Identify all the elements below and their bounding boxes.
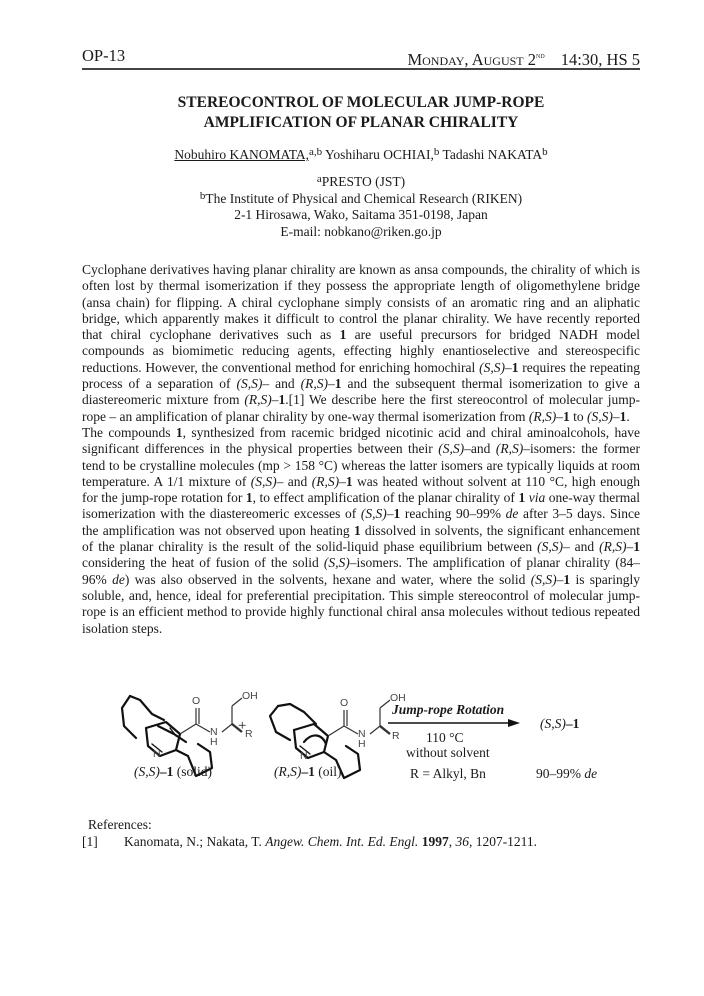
stereo-descriptor: (R,S) (311, 473, 340, 489)
compound-ref: 1 (339, 327, 347, 343)
text: – (328, 376, 335, 392)
reference-citation (124, 833, 537, 850)
atom-label-H: H (358, 738, 366, 750)
compound-ref: 1 (334, 376, 342, 392)
session-datetime (407, 46, 640, 70)
atom-label-pyridine-N: N (153, 748, 161, 760)
text: . (626, 408, 630, 424)
affiliations (82, 174, 640, 240)
stereo-descriptor: (S,S) (537, 539, 563, 555)
text: after 3–5 days. Since the amplification was not observed upon heating (82, 506, 641, 538)
text: requires the repeating process of a separation of (82, 359, 641, 392)
author-presenter: Nobuhiro KANOMATA, (174, 147, 310, 162)
author-list (82, 146, 640, 164)
compound-number: –1 (159, 764, 174, 779)
stereo-descriptor: (S,S) (360, 506, 387, 522)
compound-label-ss (134, 764, 212, 780)
text: is sparingly soluble, and, hence, ideal for preferential precipitation. This simple stereocontrol of molecular jump-rope is an efficient method to provide highly functional chiral ansa molecules without tedious repeated isolation steps. (82, 571, 640, 636)
affil-marker: b (199, 189, 206, 202)
session-time-room: 14:30, HS 5 (560, 50, 640, 69)
text: –isomers: the former tend to be crystalline molecules (mp > 158 °C) whereas the latter isomers are typically liquids at room temperature. A 1/1 mixture of (82, 441, 640, 489)
stereo-descriptor: (S,S) (323, 555, 350, 571)
stereo-descriptor: (R,S) (599, 539, 627, 555)
stereo-descriptor: (S,S) (134, 764, 160, 779)
product-label (540, 716, 579, 732)
text: Cyclophane derivatives having planar chirality are known as ansa compounds, the chirality of which is often lost by thermal isomerization if they possess the appropriate length of oligomethylene bridge (ansa chain) for flipping. A chiral cyclophane simply consists of an aromatic ring and an aliphatic bridge, which apparently makes it difficult to control the planar chirality. We have recently reported that chiral cyclophane derivatives such as (82, 262, 640, 343)
page-header (82, 46, 640, 70)
ref-separator: , (448, 834, 456, 849)
stereo-descriptor: (S,S) (540, 716, 566, 731)
text: dissolved in solvents, the significant enhancement of the planar chirality is the result of the solid-liquid phase equilibrium between (82, 522, 640, 555)
atom-label-pyridine-N: N (300, 750, 308, 762)
text: , synthesized from racemic bridged nicotinic acid and chiral aminoalcohols, have significant differences in the physical properties between their (82, 424, 640, 457)
abstract-body (82, 262, 640, 637)
ref-pages: , 1207-1211. (468, 834, 538, 849)
ref-journal: Angew. Chem. Int. Ed. Engl. (265, 834, 419, 849)
atom-label-OH: OH (390, 692, 406, 704)
compound-label-rs (274, 764, 342, 780)
physical-state: (oil) (314, 764, 342, 779)
text: – (612, 408, 620, 424)
title-line-1: STEREOCONTROL OF MOLECULAR JUMP-ROPE (177, 94, 545, 111)
ref-year: 1997 (418, 834, 449, 849)
author-affil-sup: a,b (309, 146, 323, 158)
arrow-label-top: Jump-rope Rotation (392, 702, 505, 717)
day-ordinal: nd (536, 51, 545, 60)
stereo-descriptor: (R,S) (528, 408, 557, 424)
stereo-descriptor: (R,S) (274, 764, 302, 779)
stereo-descriptor: (S,S) (530, 571, 557, 587)
email[interactable]: E-mail: nobkano@riken.go.jp (280, 223, 442, 239)
atom-label-R: R (245, 728, 253, 740)
text: reaching 90–99% (400, 506, 506, 522)
product-de (536, 766, 597, 782)
author: Tadashi NAKATA (439, 147, 543, 162)
stereo-descriptor: (S,S) (479, 359, 505, 375)
references (82, 816, 640, 850)
atom-label-H: H (210, 736, 218, 748)
text: – and (262, 376, 301, 392)
stereo-descriptor: (S,S) (250, 473, 277, 489)
references-heading: References: (88, 817, 152, 832)
de-value: 90–99% (536, 766, 585, 781)
atom-label-OH: OH (242, 690, 258, 702)
affil-marker: a (316, 173, 322, 185)
compound-ref: 1 (245, 490, 253, 506)
session-code: OP-13 (82, 46, 126, 65)
arrow-label-condition: without solvent (406, 745, 490, 760)
text: – and (562, 539, 600, 555)
text: are useful precursors for bridged NADH model compounds as biomimetic reducing agents, effecting highly enantioselective and stereospecific reductions. However, the conventional method for enriching homochiral (82, 327, 641, 375)
text: –and (464, 441, 496, 457)
text: and the subsequent thermal isomerization to give a diastereomeric mixture from (82, 376, 640, 408)
text: to (569, 408, 587, 424)
text: .[1] We describe here the first stereocontrol of molecular jump-rope – an amplification of planar chirality by one-way thermal isomerization from (82, 392, 640, 424)
text: –isomers. The amplification of planar chirality (84–96% (82, 555, 641, 587)
address: 2-1 Hirosawa, Wako, Saitama 351-0198, Japan (234, 207, 488, 222)
compound-ref: 1 (633, 539, 641, 555)
author-affil-sup: b (433, 146, 440, 158)
compound-ref: 1 (562, 408, 570, 424)
text: – (626, 539, 634, 555)
reaction-arrow (388, 719, 520, 727)
atom-label-N: N (210, 726, 218, 738)
atom-label-N: N (358, 728, 366, 740)
abstract-paragraph-1 (82, 262, 640, 425)
text: – (556, 408, 563, 424)
compound-ref: 1 (518, 490, 526, 506)
affil-text: The Institute of Physical and Chemical Research (RIKEN) (205, 190, 523, 206)
author: Yoshiharu OCHIAI, (322, 147, 434, 162)
stereo-descriptor: (S,S) (438, 441, 465, 457)
title-line-2: AMPLIFICATION OF PLANAR CHIRALITY (203, 114, 519, 131)
stereo-descriptor: (R,S) (244, 392, 272, 408)
affiliation-b (82, 191, 640, 208)
ref-volume: 36 (455, 834, 469, 849)
compound-ref: 1 (511, 359, 519, 375)
affil-text: PRESTO (JST) (321, 174, 406, 189)
text: – (504, 359, 512, 375)
text: – (556, 571, 564, 587)
text: was heated without solvent at 110 °C, high enough for the jump-rope rotation for (82, 473, 640, 506)
text: The compounds (82, 424, 176, 440)
text: – (386, 506, 394, 522)
text: ) was also observed in the solvents, hexane and water, where the solid (124, 571, 531, 587)
stereo-descriptor: (R,S) (495, 441, 524, 457)
stereo-descriptor: (S,S) (587, 408, 613, 424)
stereo-descriptor: (R,S) (300, 376, 328, 392)
compound-ref: 1 (393, 506, 401, 522)
compound-ref: 1 (175, 424, 183, 440)
arrow-label-temperature: 110 °C (426, 730, 464, 745)
ref-authors: Kanomata, N.; Nakata, T. (124, 834, 266, 849)
plus-sign: + (238, 718, 247, 734)
atom-label-R: R (392, 730, 400, 742)
reference-item (82, 833, 640, 850)
compound-ref: 1 (563, 571, 571, 587)
atom-label-O: O (340, 697, 349, 709)
compound-ref: 1 (619, 408, 627, 424)
compound-ref: 1 (278, 392, 286, 408)
reference-number: [1] (82, 834, 98, 849)
text: , to effect amplification of the planar chirality of (252, 490, 519, 506)
de-unit: de (584, 766, 598, 781)
text: – and (276, 473, 312, 489)
text: – (339, 473, 346, 489)
de-unit: de (112, 571, 125, 587)
abstract-paragraph-2 (82, 425, 640, 637)
latin-term: via (528, 490, 546, 506)
affiliation-a (82, 174, 640, 191)
de-unit: de (505, 506, 519, 522)
stereo-descriptor: (S,S) (236, 376, 263, 392)
compound-number: –1 (565, 716, 580, 731)
session-day: Monday, August 2 (407, 50, 537, 69)
compound-ref: 1 (345, 473, 353, 489)
paper-title (82, 93, 640, 133)
compound-number: –1 (301, 764, 315, 779)
atom-label-O: O (192, 695, 201, 707)
text: one-way thermal isomerization with the diastereomeric excesses of (82, 490, 641, 522)
compound-ref: 1 (353, 522, 361, 538)
r-group-definition: R = Alkyl, Bn (410, 766, 486, 781)
text: – (271, 392, 279, 408)
physical-state: (solid) (173, 764, 212, 779)
author-affil-sup: b (542, 146, 548, 158)
text: considering the heat of fusion of the solid (82, 555, 324, 571)
reaction-scheme (100, 678, 640, 788)
